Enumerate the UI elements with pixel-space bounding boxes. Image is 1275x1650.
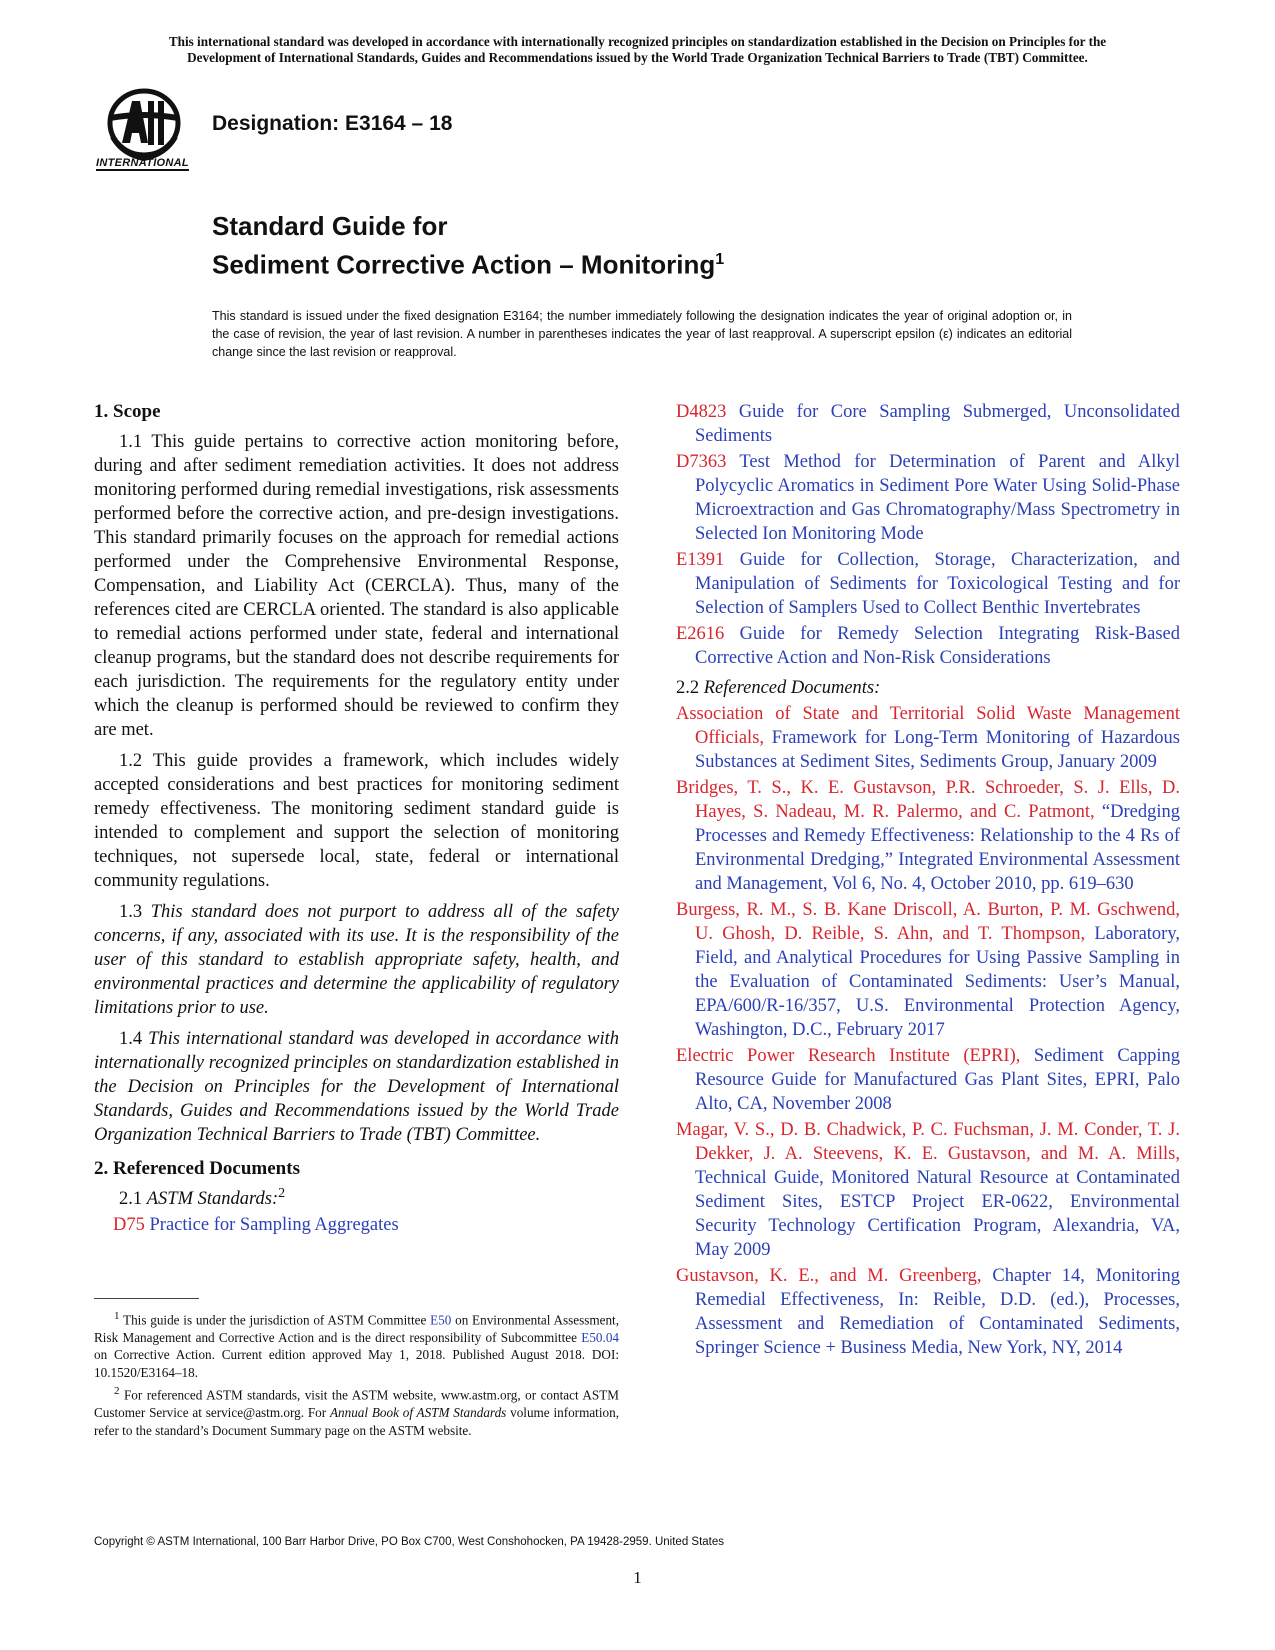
ref-title-link[interactable]: Sediment Capping Resource Guide for Manufactured Gas Plant Sites, EPRI, Palo Alto, CA, November 2008 <box>695 1046 1181 1114</box>
astm-ref-e1391[interactable] <box>676 548 1180 620</box>
footnote-mark: 2 <box>114 1385 120 1398</box>
ref-title-link[interactable]: Practice for Sampling Aggregates <box>149 1215 399 1235</box>
ref-code-link[interactable]: E1391 <box>676 550 725 570</box>
document-title <box>212 210 724 282</box>
ref-title-link[interactable]: Framework for Long-Term Monitoring of Hazardous Substances at Sediment Sites, Sediments Group, January 2009 <box>695 728 1180 772</box>
footnote-italic: Annual Book of ASTM Standards <box>329 1405 507 1421</box>
designation: Designation: E3164 – 18 <box>212 112 453 135</box>
committee-link[interactable]: E50 <box>430 1312 452 1328</box>
footnote-text: volume information, refer to the standard’s Document Summary page on the ASTM website. <box>94 1405 619 1438</box>
astm-ref-d7363[interactable] <box>676 450 1180 546</box>
ref-title-link[interactable]: Laboratory, Field, and Analytical Procedures for Using Passive Sampling in the Evaluation of Contaminated Sediments: User’s Manual, EPA/600/R-16/357, U.S. Environmental Protection Agency, Washington, D.C., February 2017 <box>695 924 1180 1040</box>
footnote-text: For referenced ASTM standards, visit the ASTM website, www.astm.org, or contact ASTM Customer Service at service@astm.org. For <box>94 1387 619 1421</box>
logo-international-text: INTERNATIONAL <box>96 157 189 169</box>
notice-line-1: This international standard was developed in accordance with internationally recognized principles on standardization established in the Decision on Principles for the <box>168 34 1107 49</box>
ref-author-link[interactable]: Association of State and Territorial Solid Waste Management Officials, <box>676 704 1180 748</box>
other-ref-gustavson[interactable] <box>676 1264 1180 1360</box>
ref-title-link[interactable]: Technical Guide, Monitored Natural Resource at Contaminated Sediment Sites, ESTCP Project ER-0622, Environmental Security Technology Certification Program, Alexandria, VA, May 2009 <box>695 1168 1180 1260</box>
footnote-text: on Corrective Action. Current edition approved May 1, 2018. Published August 2018. DOI: 10.1520/E3164–18. <box>94 1347 619 1380</box>
other-ref-bridges[interactable] <box>676 776 1180 896</box>
ref-code-link[interactable]: D7363 <box>676 452 727 472</box>
tbt-notice <box>70 34 1205 66</box>
ref-code-link[interactable]: E2616 <box>676 624 725 644</box>
ref-title-link[interactable]: Guide for Remedy Selection Integrating Risk-Based Corrective Action and Non-Risk Considerations <box>695 624 1180 668</box>
footnote-mark: 1 <box>114 1310 120 1322</box>
footnotes <box>94 1308 619 1441</box>
subsection-2-2 <box>676 676 1180 700</box>
right-column <box>676 400 1180 1362</box>
astm-ref-e2616[interactable] <box>676 622 1180 670</box>
para-number: 1.3 <box>119 902 143 922</box>
ref-author-link[interactable]: Magar, V. S., D. B. Chadwick, P. C. Fuchsman, J. M. Conder, T. J. Dekker, J. A. Steevens, K. E. Gustavson, and M. A. Mills, <box>676 1120 1180 1164</box>
para-1-2: 1.2 This guide provides a framework, which includes widely accepted considerations and best practices for monitoring sediment remedy effectiveness. The monitoring sediment standard guide is intended to complement and support the selection of monitoring techniques, not supersede local, state, federal or international community regulations. <box>94 751 619 891</box>
subsection-2-1 <box>94 1187 619 1211</box>
ref-title-link[interactable]: “Dredging Processes and Remedy Effectiveness: Relationship to the 4 Rs of Environmental Dredging,” Integrated Environmental Assessment and Management, Vol 6, No. 4, October 2010, pp. 619–630 <box>695 802 1180 894</box>
ref-code-link[interactable]: D75 <box>113 1215 145 1235</box>
title-footnote-mark: 1 <box>715 251 725 268</box>
title-line-2 <box>212 243 724 282</box>
para-text: This standard does not purport to address all of the safety concerns, if any, associated with its use. It is the responsibility of the user of this standard to establish appropriate safety, health, and environmental practices and determine the applicability of regulatory limitations prior to use. <box>94 902 619 1018</box>
para-1-3 <box>94 900 619 1020</box>
notice-line-2: Development of International Standards, Guides and Recommendations issued by the World Trade Organization Technical Barriers to Trade (TBT) Committee. <box>187 50 1088 65</box>
ref-code-link[interactable]: D4823 <box>676 402 727 422</box>
astm-ref-d75[interactable] <box>113 1213 619 1237</box>
other-ref-epri[interactable] <box>676 1044 1180 1116</box>
copyright: Copyright © ASTM International, 100 Barr Harbor Drive, PO Box C700, West Conshohocken, PA 19428-2959. United States <box>94 1536 725 1548</box>
ref-title-link[interactable]: Guide for Collection, Storage, Characterization, and Manipulation of Sediments for Toxicological Testing and for Selection of Samplers Used to Collect Benthic Invertebrates <box>695 550 1180 618</box>
ref-title-link[interactable]: Chapter 14, Monitoring Remedial Effectiveness, In: Reible, D.D. (ed.), Processes, Assessment and Remediation of Contaminated Sediments, Springer Science + Business Media, New York, NY, 2014 <box>695 1266 1180 1358</box>
subsection-label: ASTM Standards: <box>146 1189 279 1209</box>
left-column <box>94 400 619 1239</box>
subsection-number: 2.1 <box>119 1189 143 1209</box>
para-number: 1.4 <box>119 1029 143 1049</box>
footnote-text: This guide is under the jurisdiction of ASTM Committee <box>123 1312 427 1328</box>
ref-author-link[interactable]: Bridges, T. S., K. E. Gustavson, P.R. Schroeder, S. J. Ells, D. Hayes, S. Nadeau, M. R. Palermo, and C. Patmont, <box>676 778 1180 822</box>
section-2-heading: 2. Referenced Documents <box>94 1158 300 1179</box>
title-text: Sediment Corrective Action – Monitoring <box>212 249 716 280</box>
ref-title-link[interactable]: Test Method for Determination of Parent and Alkyl Polycyclic Aromatics in Sediment Pore Water Using Solid-Phase Microextraction and Gas Chromatography/Mass Spectrometry in Selected Ion Monitoring Mode <box>695 452 1180 544</box>
subsection-label: Referenced Documents: <box>703 678 881 698</box>
para-text: This international standard was developed in accordance with internationally recognized principles on standardization established in the Decision on Principles for the Development of International Standards, Guides and Recommendations issued by the World Trade Organization Technical Barriers to Trade (TBT) Committee. <box>94 1029 620 1145</box>
section-1-heading: 1. Scope <box>94 401 161 422</box>
para-1-1: 1.1 This guide pertains to corrective action monitoring before, during and after sediment remediation activities. It does not address monitoring performed during remedial investigations, risk assessments performed before the corrective action, and pre-design investigations. This standard primarily focuses on the approach for remedial actions performed under the Comprehensive Environmental Response, Compensation, and Liability Act (CERCLA). Thus, many of the references cited are CERCLA oriented. The standard is also applicable to remedial actions performed under state, federal and international cleanup programs, but the standard does not describe requirements for each jurisdiction. The requirements for the regulatory entity under which the cleanup is performed should be reviewed to confirm they are met. <box>94 432 619 740</box>
footnote-mark: 2 <box>278 1185 286 1201</box>
other-ref-astswmo[interactable] <box>676 702 1180 774</box>
footnote-divider <box>94 1298 199 1299</box>
footnote-1 <box>94 1308 619 1381</box>
other-ref-magar[interactable] <box>676 1118 1180 1262</box>
ref-author-link[interactable]: Gustavson, K. E., and M. Greenberg, <box>676 1266 982 1286</box>
page-number: 1 <box>633 1568 642 1587</box>
other-ref-burgess[interactable] <box>676 898 1180 1042</box>
subcommittee-link[interactable]: E50.04 <box>581 1329 620 1345</box>
ref-title-link[interactable]: Guide for Core Sampling Submerged, Unconsolidated Sediments <box>695 402 1180 446</box>
footnote-2 <box>94 1383 619 1439</box>
title-line-1: Standard Guide for <box>212 211 448 241</box>
astm-logo <box>92 85 202 181</box>
ref-author-link[interactable]: Electric Power Research Institute (EPRI), <box>676 1046 1021 1066</box>
para-1-4 <box>94 1027 619 1147</box>
astm-ref-d4823[interactable] <box>676 400 1180 448</box>
subsection-number: 2.2 <box>676 678 700 698</box>
footnote-text: on Environmental Assessment, Risk Management and Corrective Action and is the direct responsibility of Subcommittee <box>94 1312 620 1345</box>
ref-author-link[interactable]: Burgess, R. M., S. B. Kane Driscoll, A. Burton, P. M. Gschwend, U. Ghosh, D. Reible, S. Ahn, and T. Thompson, <box>676 900 1180 944</box>
issue-note: This standard is issued under the fixed designation E3164; the number immediately following the designation indicates the year of original adoption or, in the case of revision, the year of last revision. A number in parentheses indicates the year of last reapproval. A superscript epsilon (ε) indicates an editorial change since the last revision or reapproval. <box>212 309 1072 359</box>
